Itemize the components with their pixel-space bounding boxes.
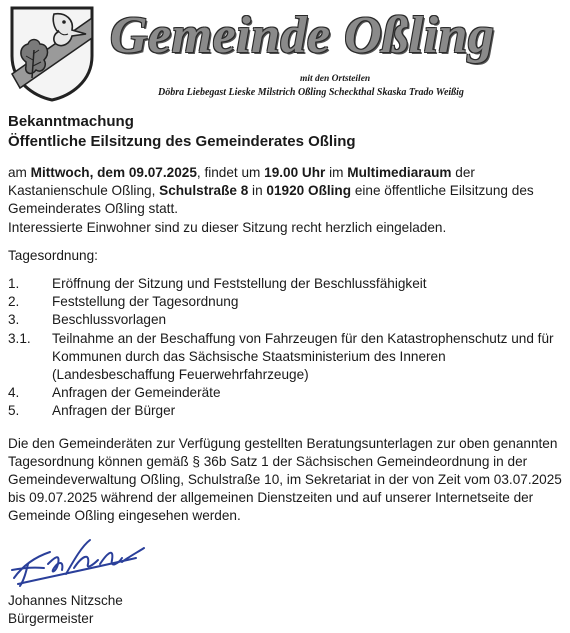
documents-note: Die den Gemeinderäten zur Verfügung gestellten Beratungsunterlagen zur oben genannten Tagesordnung können gemäß § 36b Satz 1 der Sächsischen Gemeindeordnung in der Gemeindeverwaltung Oßling, Schulstraße 10, im Sekretariat in der von Zeit vom 03.07.2025 bis 09.07.2025 während der allgemeinen Dienstzeiten und auf unserer Internetseite der Gemeinde Oßling eingesehen werden. bbox=[8, 435, 562, 524]
handwritten-signature bbox=[4, 534, 164, 592]
meeting-street: Schulstraße 8 bbox=[159, 183, 249, 199]
agenda-item-number: 3. bbox=[8, 312, 20, 328]
agenda-item-number: 3.1. bbox=[8, 330, 31, 346]
agenda-item-text: Anfragen der Gemeinderäte bbox=[52, 385, 221, 401]
agenda-list bbox=[8, 275, 562, 421]
meeting-room: Multimediaraum bbox=[347, 165, 452, 180]
notice-body bbox=[8, 112, 562, 526]
agenda-item bbox=[8, 311, 562, 329]
agenda-item bbox=[8, 275, 562, 293]
agenda-label: Tagesordnung: bbox=[8, 247, 98, 263]
notice-heading: Öffentliche Eilsitzung des Gemeinderates Oßling bbox=[8, 133, 356, 150]
agenda-item-text: Eröffnung der Sitzung und Feststellung der Beschlussfähigkeit bbox=[52, 276, 427, 292]
districts-list: Döbra Liebegast Lieske Milstrich Oßling Scheckthal Skaska Trado Weißig bbox=[158, 87, 464, 98]
agenda-item-number: 5. bbox=[8, 403, 20, 419]
agenda-item bbox=[8, 384, 562, 402]
districts-label: mit den Ortsteilen bbox=[300, 74, 371, 84]
meeting-time: 19.00 Uhr bbox=[264, 165, 326, 180]
agenda-item-number: 1. bbox=[8, 276, 20, 292]
agenda-item bbox=[8, 402, 562, 420]
meeting-date: Mittwoch, dem 09.07.2025 bbox=[30, 165, 197, 180]
meeting-details: am Mittwoch, dem 09.07.2025, findet um 19.00 Uhr im Multimediaraum der Kastanienschule Oßling, Schulstraße 8 in 01920 Oßling eine öffentliche Eilsitzung des Gemeinderates Oßling statt. bbox=[8, 165, 534, 217]
agenda-item bbox=[8, 293, 562, 311]
agenda-item-text: Feststellung der Tagesordnung bbox=[52, 294, 239, 310]
agenda-item-number: 2. bbox=[8, 294, 20, 310]
municipality-title: Gemeinde Oßling bbox=[110, 7, 495, 64]
agenda-item-text: Beschlussvorlagen bbox=[52, 312, 167, 328]
meeting-postcode-city: 01920 Oßling bbox=[266, 183, 352, 199]
letterhead bbox=[0, 0, 570, 108]
agenda-item bbox=[8, 330, 562, 385]
invitation-text: Interessierte Einwohner sind zu dieser Sitzung recht herzlich eingeladen. bbox=[8, 219, 447, 235]
notice-label: Bekanntmachung bbox=[8, 113, 134, 130]
signer-block bbox=[8, 592, 123, 628]
agenda-item-text: Teilnahme an der Beschaffung von Fahrzeugen für den Katastrophenschutz und für Kommunen durch das Sächsische Staatsministerium des Inneren (Landesbeschaffung Feuerwehrfahrzeuge) bbox=[52, 330, 554, 383]
agenda-item-text: Anfragen der Bürger bbox=[52, 403, 176, 419]
coat-of-arms-logo bbox=[8, 4, 96, 102]
agenda-item-number: 4. bbox=[8, 385, 20, 401]
signer-role: Bürgermeister bbox=[8, 611, 94, 626]
signer-name: Johannes Nitzsche bbox=[8, 593, 123, 608]
